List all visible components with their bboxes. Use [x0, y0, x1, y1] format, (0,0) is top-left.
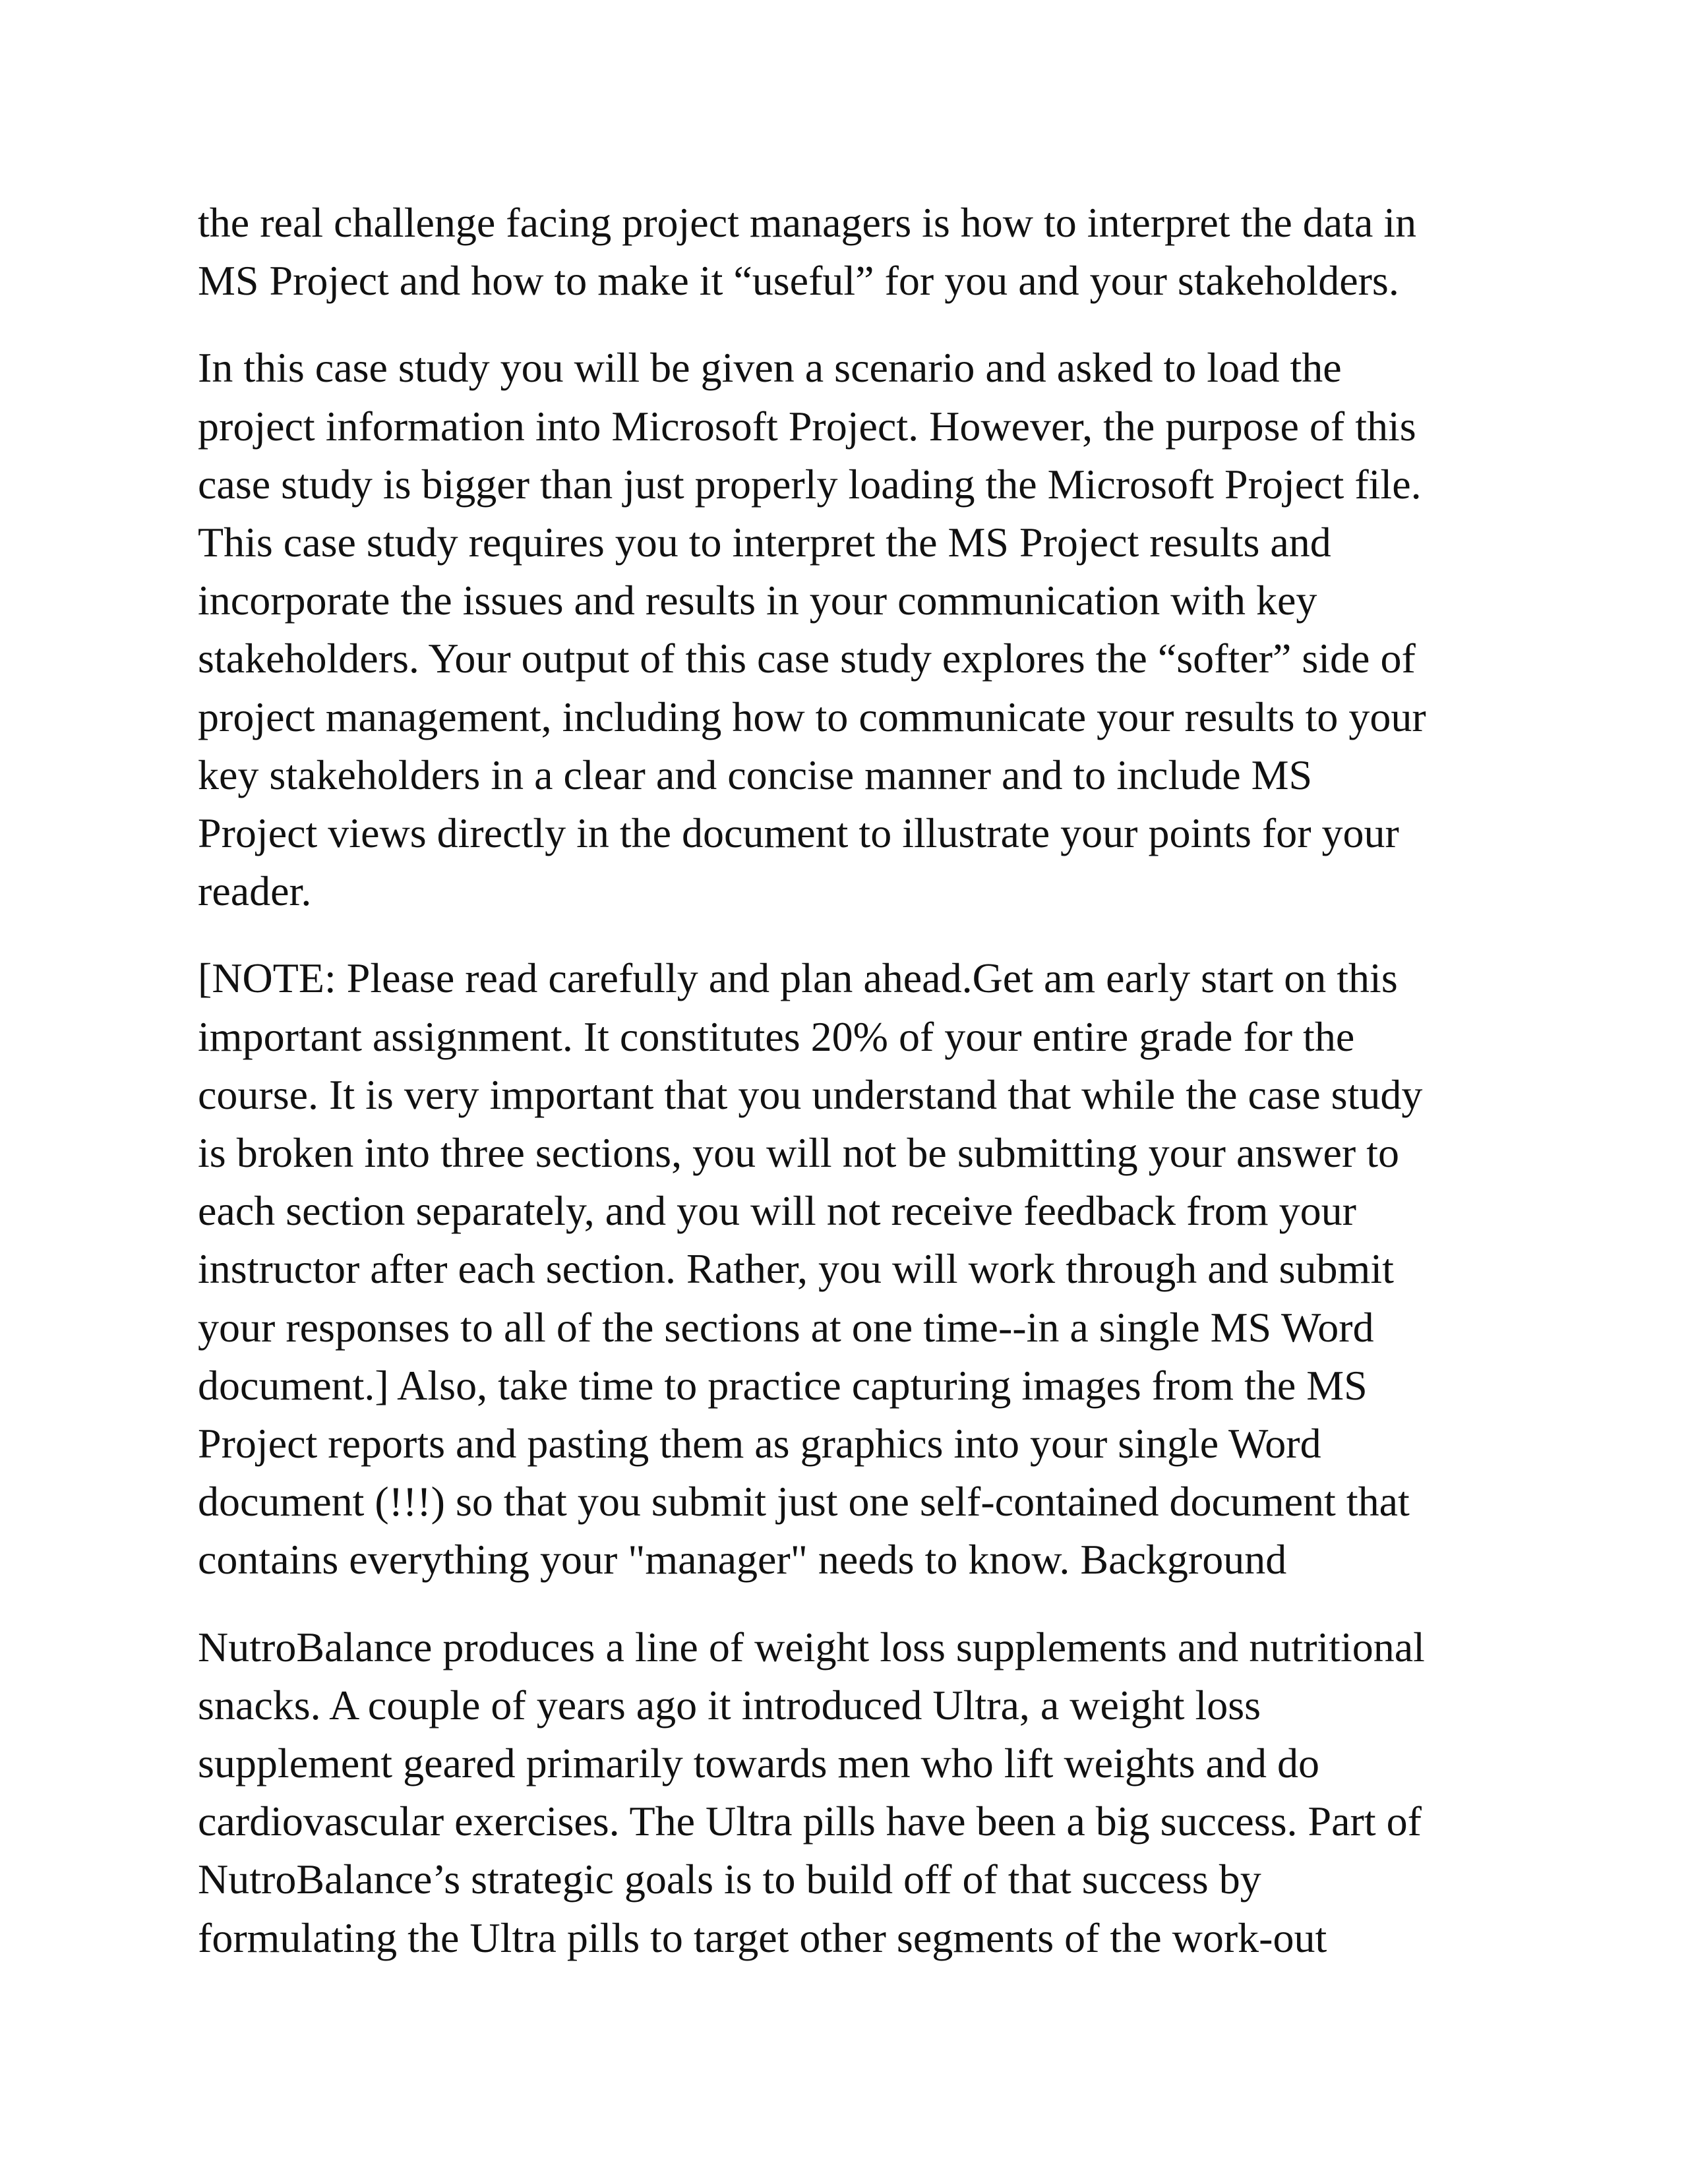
text-line: project information into Microsoft Project. However, the purpose of this [198, 402, 1416, 450]
paragraph-4 [198, 1618, 1503, 1967]
text-line: course. It is very important that you understand that while the case study [198, 1071, 1423, 1118]
text-line: is broken into three sections, you will not be submitting your answer to [198, 1129, 1399, 1177]
paragraph-1 [198, 194, 1503, 310]
text-line: document (!!!) so that you submit just one self-contained document that [198, 1478, 1410, 1525]
text-line: supplement geared primarily towards men who lift weights and do [198, 1740, 1319, 1787]
text-line: Project views directly in the document to illustrate your points for your [198, 810, 1399, 857]
text-line: cardiovascular exercises. The Ultra pills have been a big success. Part of [198, 1798, 1422, 1845]
text-line: each section separately, and you will not receive feedback from your [198, 1187, 1356, 1235]
text-line: NutroBalance produces a line of weight loss supplements and nutritional [198, 1623, 1425, 1670]
text-line: your responses to all of the sections at one time--in a single MS Word [198, 1303, 1374, 1351]
paragraph-2 [198, 339, 1503, 920]
text-line: MS Project and how to make it “useful” for you and your stakeholders. [198, 257, 1399, 305]
text-line: Project reports and pasting them as graphics into your single Word [198, 1420, 1321, 1467]
text-line: snacks. A couple of years ago it introduced Ultra, a weight loss [198, 1681, 1261, 1728]
text-line: project management, including how to communicate your results to your [198, 693, 1426, 740]
paragraph-spacer [198, 1589, 1503, 1618]
text-line: case study is bigger than just properly loading the Microsoft Project file. [198, 460, 1422, 508]
paragraph-3 [198, 949, 1503, 1589]
text-line: instructor after each section. Rather, you will work through and submit [198, 1245, 1394, 1293]
text-line: NutroBalance’s strategic goals is to build off of that success by [198, 1856, 1261, 1903]
text-line: key stakeholders in a clear and concise manner and to include MS [198, 751, 1313, 798]
text-line: stakeholders. Your output of this case study explores the “softer” side of [198, 635, 1416, 682]
document-body [198, 194, 1503, 1967]
paragraph-spacer [198, 310, 1503, 339]
text-line: This case study requires you to interpret the MS Project results and [198, 519, 1331, 566]
text-line: In this case study you will be given a scenario and asked to load the [198, 344, 1342, 392]
paragraph-spacer [198, 920, 1503, 949]
text-line: contains everything your "manager" needs to know. Background [198, 1536, 1287, 1583]
text-line: document.] Also, take time to practice capturing images from the MS [198, 1361, 1368, 1409]
text-line: incorporate the issues and results in your communication with key [198, 577, 1317, 624]
text-line: important assignment. It constitutes 20% of your entire grade for the [198, 1013, 1355, 1060]
text-line: formulating the Ultra pills to target other segments of the work-out [198, 1914, 1327, 1961]
text-line: reader. [198, 868, 312, 915]
text-line: [NOTE: Please read carefully and plan ahead.Get am early start on this [198, 955, 1398, 1002]
text-line: the real challenge facing project managers is how to interpret the data in [198, 199, 1417, 246]
